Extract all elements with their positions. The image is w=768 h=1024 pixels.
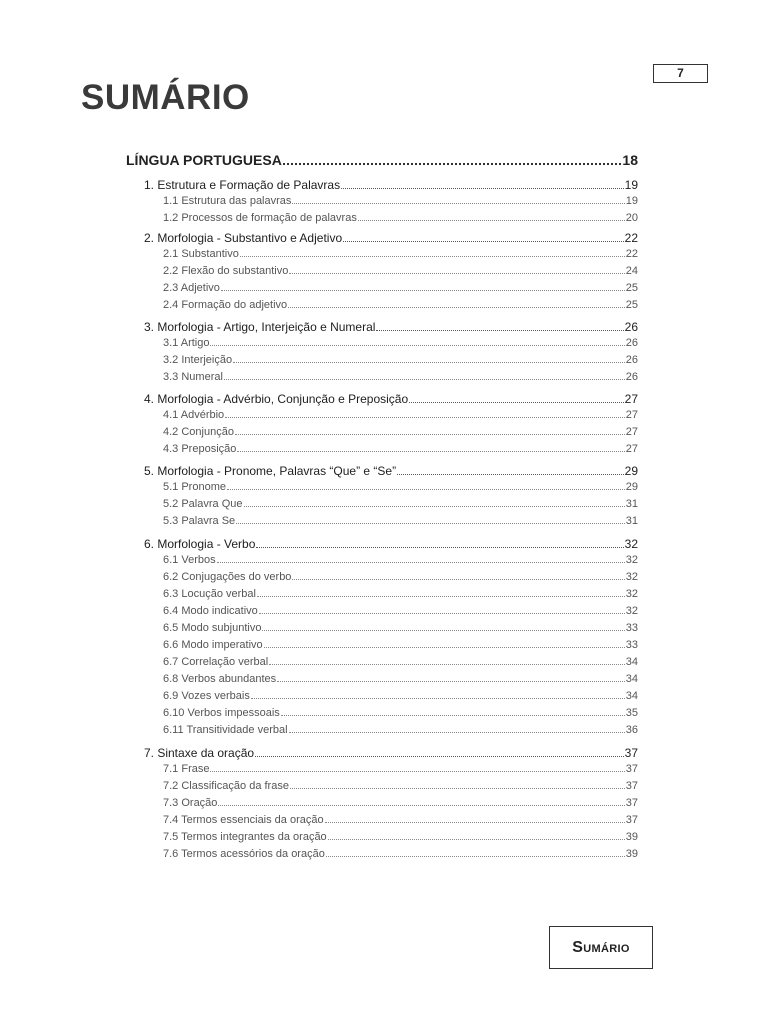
toc-entry-page: 37: [625, 763, 638, 775]
toc-entry-page: 32: [625, 554, 638, 566]
toc-entry-label: 7.1 Frase: [163, 763, 210, 775]
toc-entry-label: 7.2 Classificação da frase: [163, 780, 289, 792]
toc-entry-sub[interactable]: [163, 605, 638, 617]
toc-entry-label: LÍNGUA PORTUGUESA: [126, 152, 282, 168]
dot-leader: [292, 578, 624, 580]
toc-entry-sub[interactable]: [163, 639, 638, 651]
toc-entry-sub[interactable]: [163, 426, 638, 438]
toc-entry-label: 7.5 Termos integrantes da oração: [163, 831, 327, 843]
toc-entry-label: 1.1 Estrutura das palavras: [163, 195, 292, 207]
toc-entry-page: 32: [624, 537, 638, 551]
toc-entry-sub[interactable]: [163, 814, 638, 826]
toc-entry-sub[interactable]: [163, 443, 638, 455]
toc-entry-sub[interactable]: [163, 707, 638, 719]
toc-entry-page: 32: [625, 605, 638, 617]
toc-entry-sub[interactable]: [163, 409, 638, 421]
toc-entry-label: 7.3 Oração: [163, 797, 218, 809]
toc-entry-label: 2.1 Substantivo: [163, 248, 239, 260]
dot-leader: [328, 838, 625, 840]
dot-leader: [397, 473, 624, 475]
toc-entry-sub[interactable]: [163, 195, 638, 207]
toc-entry-chapter[interactable]: [144, 746, 638, 760]
toc-entry-label: 6.5 Modo subjuntivo: [163, 622, 262, 634]
dot-leader: [264, 646, 625, 648]
toc-entry-label: 3. Morfologia - Artigo, Interjeição e Numeral: [144, 320, 376, 334]
toc-entry-chapter[interactable]: [144, 231, 638, 245]
toc-entry-chapter[interactable]: [144, 392, 638, 406]
toc-entry-chapter[interactable]: [144, 464, 638, 478]
toc-entry-label: 2.3 Adjetivo: [163, 282, 220, 294]
toc-entry-sub[interactable]: [163, 831, 638, 843]
toc-entry-page: 26: [625, 354, 638, 366]
toc-entry-page: 34: [625, 690, 638, 702]
toc-entry-label: 6.2 Conjugações do verbo: [163, 571, 292, 583]
toc-entry-page: 37: [625, 780, 638, 792]
toc-entry-page: 27: [624, 392, 638, 406]
dot-leader: [281, 714, 625, 716]
toc-entry-label: 2.4 Formação do adjetivo: [163, 299, 288, 311]
dot-leader: [289, 272, 624, 274]
toc-entry-page: 26: [624, 320, 638, 334]
toc-entry-label: 7. Sintaxe da oração: [144, 746, 255, 760]
toc-entry-chapter[interactable]: [144, 537, 638, 551]
toc-entry-chapter[interactable]: [144, 320, 638, 334]
dot-leader: [210, 770, 624, 772]
toc-entry-page: 26: [625, 337, 638, 349]
dot-leader: [251, 697, 625, 699]
dot-leader: [343, 240, 624, 242]
toc-entry-page: 18: [622, 152, 638, 168]
dot-leader: [376, 329, 623, 331]
toc-entry-sub[interactable]: [163, 763, 638, 775]
toc-entry-page: 39: [625, 831, 638, 843]
toc-entry-page: 32: [625, 571, 638, 583]
toc-entry-page: 37: [624, 746, 638, 760]
toc-entry-page: 37: [625, 814, 638, 826]
toc-entry-sub[interactable]: [163, 554, 638, 566]
toc-entry-sub[interactable]: [163, 571, 638, 583]
toc-entry-sub[interactable]: [163, 724, 638, 736]
page-title: SUMÁRIO: [81, 78, 250, 117]
toc-entry-sub[interactable]: [163, 299, 638, 311]
dot-leader: [289, 731, 625, 733]
toc-entry-sub[interactable]: [163, 248, 638, 260]
toc-entry-label: 6.9 Vozes verbais: [163, 690, 250, 702]
dot-leader: [341, 187, 624, 189]
toc-entry-sub[interactable]: [163, 212, 638, 224]
toc-entry-page: 27: [625, 409, 638, 421]
toc-entry-page: 35: [625, 707, 638, 719]
dot-leader: [210, 344, 624, 346]
toc-entry-label: 5. Morfologia - Pronome, Palavras “Que” e “Se”: [144, 464, 397, 478]
toc-entry-sub[interactable]: [163, 265, 638, 277]
toc-entry-label: 6.6 Modo imperativo: [163, 639, 263, 651]
dot-leader: [255, 755, 624, 757]
toc-entry-main[interactable]: [126, 152, 638, 168]
toc-entry-label: 4.1 Advérbio: [163, 409, 225, 421]
toc-entry-sub[interactable]: [163, 780, 638, 792]
dot-leader: [277, 680, 625, 682]
toc-entry-page: 22: [625, 248, 638, 260]
toc-entry-label: 4. Morfologia - Advérbio, Conjunção e Preposição: [144, 392, 409, 406]
dot-leader: [227, 488, 625, 490]
toc-entry-sub[interactable]: [163, 337, 638, 349]
toc-entry-page: 27: [625, 426, 638, 438]
toc-entry-page: 26: [625, 371, 638, 383]
sumario-button[interactable]: Sumário: [549, 926, 653, 969]
toc-entry-label: 5.2 Palavra Que: [163, 498, 243, 510]
toc-entry-sub[interactable]: [163, 282, 638, 294]
toc-entry-page: 34: [625, 656, 638, 668]
toc-entry-label: 6.3 Locução verbal: [163, 588, 256, 600]
toc-entry-page: 29: [624, 464, 638, 478]
dot-leader: [259, 612, 625, 614]
toc-entry-label: 1.2 Processos de formação de palavras: [163, 212, 357, 224]
toc-entry-sub[interactable]: [163, 588, 638, 600]
toc-entry-label: 6.11 Transitividade verbal: [163, 724, 288, 736]
dot-leader: [326, 855, 625, 857]
toc-entry-label: 5.1 Pronome: [163, 481, 226, 493]
toc-entry-page: 33: [625, 639, 638, 651]
toc-entry-label: 6.4 Modo indicativo: [163, 605, 258, 617]
page-number: 7: [653, 64, 708, 83]
dot-leader: [221, 289, 625, 291]
dot-leader: [292, 202, 624, 204]
toc-entry-page: 36: [625, 724, 638, 736]
toc-entry-label: 2. Morfologia - Substantivo e Adjetivo: [144, 231, 343, 245]
dot-leader: [262, 629, 624, 631]
toc-entry-page: 31: [625, 515, 638, 527]
toc-entry-label: 6.7 Correlação verbal: [163, 656, 269, 668]
toc-entry-label: 4.3 Preposição: [163, 443, 237, 455]
toc-entry-sub[interactable]: [163, 354, 638, 366]
toc-entry-page: 19: [625, 195, 638, 207]
toc-entry-page: 19: [624, 178, 638, 192]
dot-leader: [256, 546, 623, 548]
toc-entry-label: 3.3 Numeral: [163, 371, 223, 383]
dot-leader: [225, 416, 625, 418]
toc-entry-label: 7.4 Termos essenciais da oração: [163, 814, 324, 826]
toc-entry-page: 39: [625, 848, 638, 860]
toc-entry-page: 34: [625, 673, 638, 685]
dot-leader: [237, 450, 624, 452]
dot-leader: [244, 505, 625, 507]
toc-entry-label: 2.2 Flexão do substantivo: [163, 265, 289, 277]
toc-entry-label: 6. Morfologia - Verbo: [144, 537, 256, 551]
toc-entry-page: 29: [625, 481, 638, 493]
toc-entry-label: 3.1 Artigo: [163, 337, 210, 349]
toc-entry-page: 32: [625, 588, 638, 600]
toc-entry-page: 37: [625, 797, 638, 809]
toc-entry-sub[interactable]: [163, 656, 638, 668]
toc-entry-label: 7.6 Termos acessórios da oração: [163, 848, 325, 860]
dot-leader: [235, 433, 625, 435]
toc-entry-sub[interactable]: [163, 690, 638, 702]
dot-leader: [217, 561, 625, 563]
toc-entry-sub[interactable]: [163, 848, 638, 860]
dot-leader: [233, 361, 625, 363]
toc-entry-page: 25: [625, 282, 638, 294]
toc-entry-page: 31: [625, 498, 638, 510]
dot-leader: [240, 255, 625, 257]
toc-entry-sub[interactable]: [163, 515, 638, 527]
toc-entry-sub[interactable]: [163, 498, 638, 510]
toc-entry-chapter[interactable]: [144, 178, 638, 192]
toc-entry-sub[interactable]: [163, 797, 638, 809]
dot-leader: [358, 219, 625, 221]
toc-entry-page: 33: [625, 622, 638, 634]
dot-leader: [288, 306, 625, 308]
dot-leader: [257, 595, 625, 597]
toc-entry-page: 20: [625, 212, 638, 224]
toc-entry-page: 27: [625, 443, 638, 455]
toc-entry-label: 5.3 Palavra Se: [163, 515, 236, 527]
toc-entry-page: 22: [624, 231, 638, 245]
toc-entry-sub[interactable]: [163, 371, 638, 383]
toc-entry-page: 25: [625, 299, 638, 311]
toc-entry-sub[interactable]: [163, 481, 638, 493]
dot-leader: [236, 522, 625, 524]
toc-entry-page: 24: [625, 265, 638, 277]
toc-entry-label: 1. Estrutura e Formação de Palavras: [144, 178, 341, 192]
toc-entry-label: 3.2 Interjeição: [163, 354, 233, 366]
dot-leader: [409, 401, 623, 403]
dot-leader: [224, 378, 625, 380]
dot-leader: [325, 821, 625, 823]
dot-leader: [283, 162, 622, 165]
toc-entry-label: 6.8 Verbos abundantes: [163, 673, 277, 685]
dot-leader: [290, 787, 625, 789]
toc-entry-sub[interactable]: [163, 673, 638, 685]
toc-entry-sub[interactable]: [163, 622, 638, 634]
dot-leader: [218, 804, 624, 806]
dot-leader: [269, 663, 625, 665]
toc-entry-label: 6.10 Verbos impessoais: [163, 707, 280, 719]
toc-entry-label: 6.1 Verbos: [163, 554, 216, 566]
toc-entry-label: 4.2 Conjunção: [163, 426, 234, 438]
